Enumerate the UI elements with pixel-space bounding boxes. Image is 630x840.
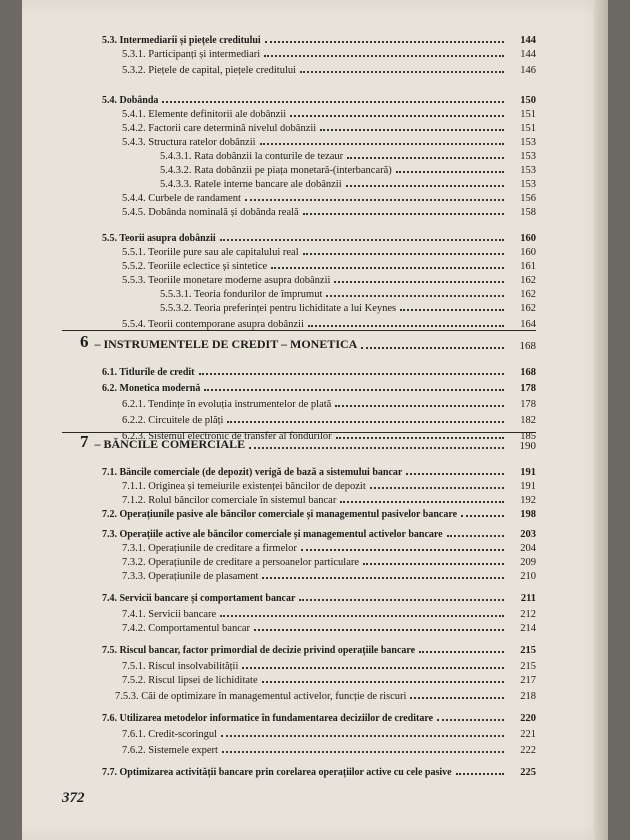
toc-entry: [102, 588, 536, 604]
dot-leader: [300, 71, 504, 73]
entry-title: 5.5.4. Teorii contemporane asupra dobânzii: [122, 319, 304, 330]
entry-page-number: 218: [520, 691, 536, 702]
entry-title: 7.3.1. Operațiunile de creditare a firmelor: [122, 543, 297, 554]
entry-title: 7.4. Servicii bancare și comportament bancar: [102, 593, 296, 604]
entry-page-number: 151: [520, 109, 536, 120]
entry-title: 5.5.3. Teoriile monetare moderne asupra dobânzii: [122, 275, 331, 286]
dot-leader: [265, 41, 504, 43]
entry-page-number: 178: [520, 399, 536, 410]
entry-page-number: 225: [520, 767, 536, 778]
dot-leader: [254, 629, 504, 631]
entry-page-number: 161: [520, 261, 536, 272]
dot-leader: [461, 515, 504, 517]
entry-title: 7.6.1. Credit-scoringul: [122, 729, 218, 740]
dot-leader: [437, 719, 504, 721]
entry-page-number: 212: [520, 609, 536, 620]
chapter-number: 7: [80, 432, 89, 451]
entry-title: 5.5. Teorii asupra dobânzii: [102, 233, 216, 244]
dot-leader: [204, 389, 504, 391]
entry-title: 5.5.2. Teoriile eclectice și sintetice: [122, 261, 268, 272]
dot-leader: [260, 143, 504, 145]
dot-leader: [303, 213, 504, 215]
entry-title: 5.4.1. Elemente definitorii ale dobânzii: [122, 109, 287, 120]
chapter-divider-6: [62, 330, 536, 331]
dot-leader: [227, 421, 504, 423]
toc-entry: [102, 762, 536, 778]
entry-title: 6.2.2. Circuitele de plăți: [122, 415, 224, 426]
entry-page-number: 211: [520, 593, 536, 604]
entry-title: 7.1.1. Originea și temeiurile existenței băncilor de depozit: [122, 481, 366, 492]
dot-leader: [221, 735, 504, 737]
entry-page-number: 210: [520, 571, 536, 582]
entry-title: 7.2. Operațiunile pasive ale băncilor comerciale și managementul pasivelor bancare: [102, 509, 458, 520]
entry-page-number: 160: [520, 233, 536, 244]
toc-entry: [102, 640, 536, 656]
entry-title: – INSTRUMENTELE DE CREDIT – MONETICA: [94, 337, 358, 351]
entry-page-number: 160: [520, 247, 536, 258]
entry-page-number: 153: [520, 151, 536, 162]
entry-page-number: 214: [520, 623, 536, 634]
entry-page-number: 153: [520, 179, 536, 190]
dot-leader: [249, 447, 504, 449]
entry-title: 6.2.1. Tendințe în evoluția instrumentelor de plată: [122, 399, 332, 410]
dot-leader: [220, 239, 504, 241]
entry-title: 7.5.3. Căi de optimizare în managementul activelor, funcție de riscuri: [115, 691, 407, 702]
entry-title: 7.5.1. Riscul insolvabilității: [122, 661, 239, 672]
dot-leader: [262, 681, 504, 683]
entry-title: 5.3.1. Participanți și intermediari: [122, 49, 261, 60]
toc-entry: [122, 724, 536, 740]
entry-title: 7.4.1. Servicii bancare: [122, 609, 217, 620]
entry-title: 7.1.2. Rolul băncilor comerciale în sistemul bancar: [122, 495, 337, 506]
dot-leader: [222, 751, 504, 753]
entry-title: 6.2.3. Sistemul electronic de transfer al fondurilor: [122, 431, 332, 442]
entry-page-number: 144: [520, 49, 536, 60]
entry-page-number: 156: [520, 193, 536, 204]
entry-title: 5.4.2. Factorii care determină nivelul dobânzii: [122, 123, 317, 134]
dot-leader: [301, 549, 504, 551]
toc-entry: [122, 314, 536, 330]
entry-page-number: 162: [520, 289, 536, 300]
chapter-entry: [80, 432, 536, 452]
toc-entry: [122, 618, 536, 634]
toc-entry: [122, 740, 536, 756]
entry-page-number: 221: [520, 729, 536, 740]
dot-leader: [262, 577, 504, 579]
entry-title: 5.5.1. Teoriile pure sau ale capitalului real: [122, 247, 299, 258]
dot-leader: [419, 651, 504, 653]
dot-leader: [346, 185, 504, 187]
entry-page-number: 191: [520, 481, 536, 492]
dot-leader: [326, 295, 504, 297]
dot-leader: [299, 599, 504, 601]
dot-leader: [396, 171, 504, 173]
dot-leader: [456, 773, 504, 775]
entry-title: 7.7. Optimizarea activității bancare prin corelarea operațiilor active cu cele pasive: [102, 767, 452, 778]
page-number: 372: [62, 790, 85, 806]
entry-page-number: 185: [520, 431, 536, 442]
dot-leader: [361, 347, 504, 349]
entry-title: 5.5.3.2. Teoria preferinței pentru lichiditate a lui Keynes: [160, 303, 397, 314]
dot-leader: [290, 115, 504, 117]
entry-title: 7.3. Operațiile active ale băncilor comerciale și managementul activelor bancare: [102, 529, 443, 540]
entry-page-number: 151: [520, 123, 536, 134]
entry-page-number: 220: [520, 713, 536, 724]
toc-entry: [122, 410, 536, 426]
entry-title: 7.6. Utilizarea metodelor informatice în fundamentarea deciziilor de creditare: [102, 713, 434, 724]
dot-leader: [347, 157, 504, 159]
dot-leader: [308, 325, 504, 327]
entry-title: 7.5. Riscul bancar, factor primordial de decizie privind operațiile bancare: [102, 645, 416, 656]
entry-title: 5.4.4. Curbele de randament: [122, 193, 241, 204]
chapter-number: 6: [80, 332, 89, 351]
dot-leader: [335, 405, 504, 407]
entry-title: – BĂNCILE COMERCIALE: [94, 437, 246, 451]
entry-page-number: 158: [520, 207, 536, 218]
entry-title: 7.6.2. Sistemele expert: [122, 745, 218, 756]
page-edge: [594, 0, 608, 840]
entry-page-number: 203: [520, 529, 536, 540]
toc-entry: [160, 298, 536, 314]
toc-entry: [102, 362, 536, 378]
toc-entry: [122, 60, 536, 76]
entry-title: 5.4. Dobânda: [102, 95, 159, 106]
entry-title: 7.4.2. Comportamentul bancar: [122, 623, 251, 634]
entry-title: 5.4.3.3. Ratele interne bancare ale dobânzii: [160, 179, 342, 190]
entry-page-number: 191: [520, 467, 536, 478]
entry-title: 7.5.2. Riscul lipsei de lichiditate: [122, 675, 258, 686]
dot-leader: [271, 267, 504, 269]
toc-entry: [122, 394, 536, 410]
entry-page-number: 198: [520, 509, 536, 520]
dot-leader: [447, 535, 504, 537]
entry-page-number: 153: [520, 137, 536, 148]
dot-leader: [406, 473, 504, 475]
chapter-entry: [80, 332, 536, 352]
dot-leader: [320, 129, 504, 131]
toc-entry: [122, 566, 536, 582]
entry-title: 6.2. Monetica modernă: [102, 383, 201, 394]
entry-title: 5.4.3.1. Rata dobânzii la conturile de tezaur: [160, 151, 344, 162]
toc-entry: [115, 686, 536, 702]
entry-page-number: 168: [520, 367, 536, 378]
entry-title: 7.1. Băncile comerciale (de depozit) verigă de bază a sistemului bancar: [102, 467, 403, 478]
dot-leader: [334, 281, 504, 283]
entry-page-number: 215: [520, 661, 536, 672]
dot-leader: [242, 667, 504, 669]
dot-leader: [370, 487, 504, 489]
entry-page-number: 162: [520, 303, 536, 314]
entry-page-number: 146: [520, 65, 536, 76]
dot-leader: [410, 697, 504, 699]
entry-title: 5.4.3.2. Rata dobânzii pe piața monetară-(interbancară): [160, 165, 392, 176]
toc-entry: [102, 708, 536, 724]
entry-page-number: 222: [520, 745, 536, 756]
dot-leader: [199, 373, 505, 375]
entry-title: 7.3.2. Operațiunile de creditare a persoanelor particulare: [122, 557, 360, 568]
dot-leader: [363, 563, 504, 565]
entry-title: 7.3.3. Operațiunile de plasament: [122, 571, 259, 582]
entry-title: 5.5.3.1. Teoria fondurilor de împrumut: [160, 289, 323, 300]
entry-page-number: 182: [520, 415, 536, 426]
entry-page-number: 209: [520, 557, 536, 568]
entry-page-number: 150: [520, 95, 536, 106]
entry-page-number: 192: [520, 495, 536, 506]
entry-page-number: 168: [519, 340, 536, 352]
entry-page-number: 178: [520, 383, 536, 394]
toc-entry: [122, 670, 536, 686]
entry-page-number: 162: [520, 275, 536, 286]
entry-page-number: 215: [520, 645, 536, 656]
entry-title: 5.3.2. Piețele de capital, piețele creditului: [122, 65, 297, 76]
dot-leader: [162, 101, 504, 103]
entry-page-number: 217: [520, 675, 536, 686]
toc-entry: [122, 202, 536, 218]
dot-leader: [220, 615, 504, 617]
entry-page-number: 153: [520, 165, 536, 176]
dot-leader: [264, 55, 504, 57]
entry-title: 5.4.5. Dobânda nominală și dobânda reală: [122, 207, 299, 218]
entry-title: 6.1. Titlurile de credit: [102, 367, 195, 378]
entry-title: 5.3. Intermediarii și piețele creditului: [102, 35, 261, 46]
entry-page-number: 204: [520, 543, 536, 554]
toc-entry: [102, 504, 536, 520]
toc-entry: [102, 378, 536, 394]
dot-leader: [340, 501, 504, 503]
entry-page-number: 190: [519, 440, 536, 452]
entry-page-number: 144: [520, 35, 536, 46]
entry-title: 5.4.3. Structura ratelor dobânzii: [122, 137, 256, 148]
entry-page-number: 164: [520, 319, 536, 330]
dot-leader: [303, 253, 504, 255]
dot-leader: [245, 199, 504, 201]
toc-entry: [122, 44, 536, 60]
dot-leader: [400, 309, 504, 311]
